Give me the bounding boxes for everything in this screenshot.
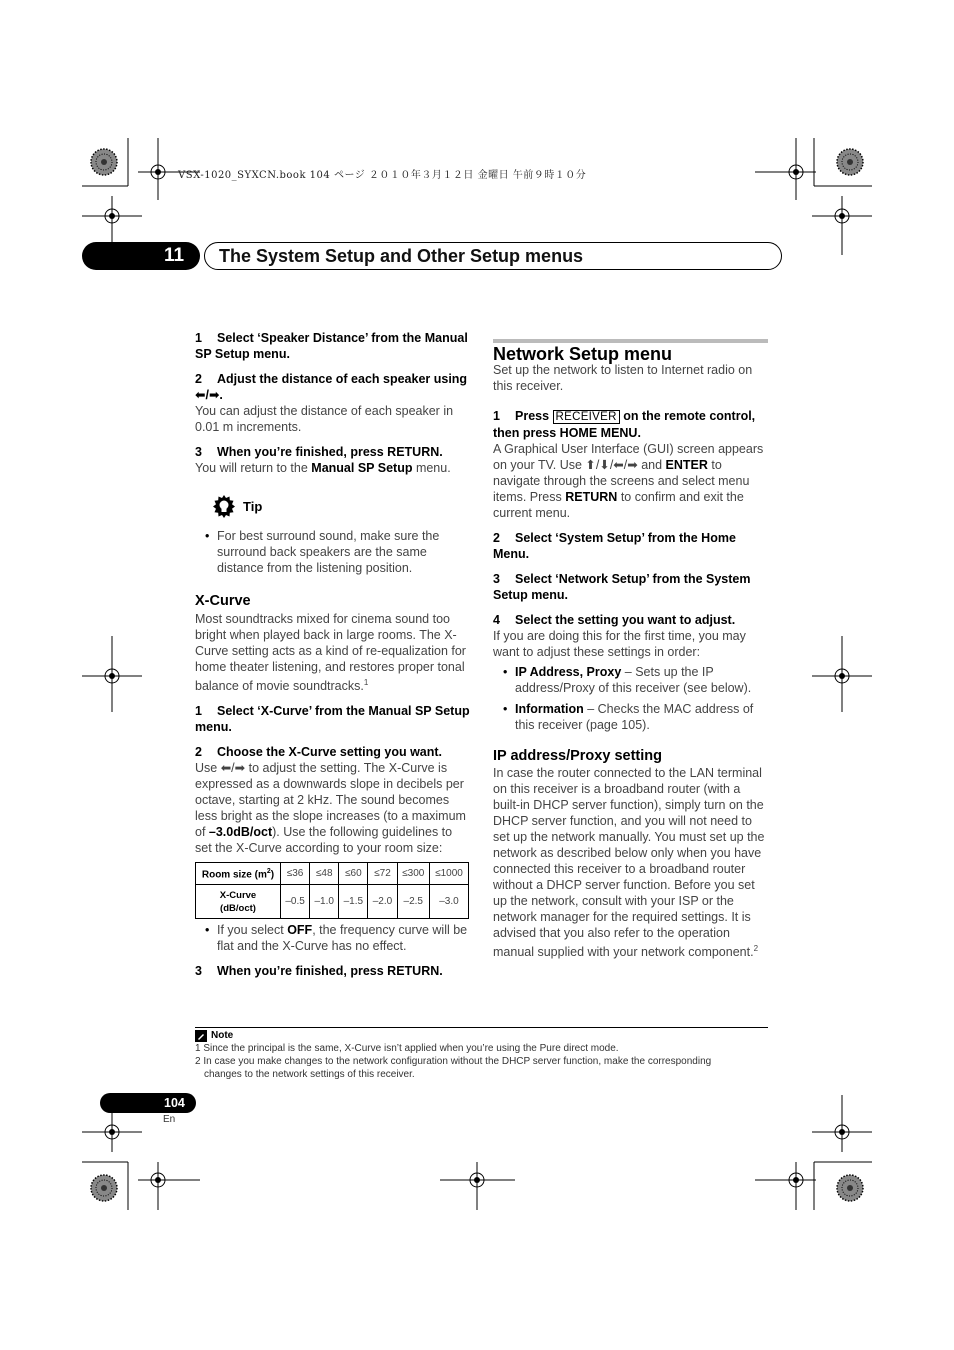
table-cell: –2.0 xyxy=(368,885,397,919)
table-cell: –0.5 xyxy=(281,885,310,919)
note-label-row xyxy=(195,1028,768,1042)
step-speaker-distance-2: 2 Adjust the distance of each speaker using ⬅/➡. xyxy=(195,372,468,402)
table-cell: –1.0 xyxy=(310,885,339,919)
table-cell: ≤60 xyxy=(339,863,368,885)
table-cell: ≤48 xyxy=(310,863,339,885)
ip-address-proxy-item: • IP Address, Proxy – Sets up the IP address/Proxy of this receiver (see below). xyxy=(493,664,768,696)
lightbulb-icon xyxy=(211,494,237,520)
ip-proxy-heading: IP address/Proxy setting xyxy=(493,748,662,764)
xcurve-heading: X-Curve xyxy=(195,593,251,609)
note-icon xyxy=(195,1030,207,1042)
chapter-title: The System Setup and Other Setup menus xyxy=(204,242,782,270)
step-xcurve-3: 3 When you’re finished, press RETURN. xyxy=(195,964,443,979)
right-column xyxy=(493,339,768,960)
step-xcurve-1: 1 Select ‘X-Curve’ from the Manual SP Setup menu. xyxy=(195,704,470,735)
xcurve-intro: Most soundtracks mixed for cinema sound too bright when played back in large rooms. The X-Curve setting acts as a kind of re-equalization for home theater listening, and restores proper tonal balance of movie soundtracks.$^1$ xyxy=(195,612,466,694)
footnote-2: 2 In case you make changes to the network configuration without the DHCP server function, make the corresponding xyxy=(195,1056,712,1067)
note-label: Note xyxy=(211,1030,234,1041)
step-2-description: You can adjust the distance of each speaker in 0.01 m increments. xyxy=(195,404,454,434)
tip-box xyxy=(195,498,471,522)
information-item: • Information – Checks the MAC address of this receiver (page 105). xyxy=(493,701,768,733)
footnote-1: 1 Since the principal is the same, X-Curve isn’t applied when you’re using the Pure direct mode. xyxy=(195,1043,619,1054)
xcurve-room-size-table xyxy=(195,862,469,919)
tip-text: • For best surround sound, make sure the surround back speakers are the same distance from the listening position. xyxy=(195,528,471,576)
step-speaker-distance-1: 1 Select ‘Speaker Distance’ from the Manual SP Setup menu. xyxy=(195,331,468,361)
page-number-badge: 104 xyxy=(100,1093,196,1113)
step-speaker-distance-3: 3 When you’re finished, press RETURN. xyxy=(195,445,443,459)
ip-proxy-description: In case the router connected to the LAN terminal on this receiver is a broadband router (with a built-in DHCP server function), simply turn on the DHCP server function, and you will not need to set up the network manually. You must set up the network as described below only when you have connected this receiver to a broadband router without a DHCP server function. Before you set up the network, consult with your ISP or the network manager for the required settings. It is advised that you also refer to the operation manual supplied with your network component.$^2$ xyxy=(493,766,765,960)
xcurve-step-2-description: Use ⬅/➡ to adjust the setting. The X-Curve is expressed as a downwards slope in decibels per octave, starting at 2 kHz. The sound becomes less bright as the slope increases (to a maximum of –3.0dB/oct). Use the following guidelines to set the X-Curve according to your room size: xyxy=(195,761,466,856)
table-header-cell: Room size $(m^2)$ xyxy=(196,863,281,885)
table-row xyxy=(196,885,469,919)
tip-label: Tip xyxy=(243,499,263,514)
step-xcurve-2: 2 Choose the X-Curve setting you want. xyxy=(195,745,443,760)
table-cell: ≤300 xyxy=(397,863,429,885)
table-cell: –3.0 xyxy=(429,885,468,919)
chapter-header xyxy=(82,242,768,270)
print-file-info: VSX-1020_SYXCN.book 104 ページ ２０１０年３月１２日 金曜日 午前９時１０分 xyxy=(178,170,587,181)
step-network-3: 3 Select ‘Network Setup’ from the System Setup menu. xyxy=(493,572,751,602)
table-header-cell: X-Curve (dB/oct) xyxy=(196,885,281,919)
step-network-2: 2 Select ‘System Setup’ from the Home Menu. xyxy=(493,531,736,561)
off-setting-note: • If you select OFF, the frequency curve will be flat and the X-Curve has no effect. xyxy=(195,922,471,954)
chapter-number-badge: 11 xyxy=(82,242,200,270)
table-cell: ≤1000 xyxy=(429,863,468,885)
network-setup-heading: Network Setup menu xyxy=(493,344,673,364)
section-rule xyxy=(493,339,768,343)
left-column xyxy=(195,330,471,979)
network-step-4-description: If you are doing this for the first time, you may want to adjust these settings in order: xyxy=(493,629,746,659)
step-network-1: 1 Press RECEIVER on the remote control, then press HOME MENU. xyxy=(493,409,756,440)
table-row xyxy=(196,863,469,885)
table-cell: –1.5 xyxy=(339,885,368,919)
table-cell: ≤72 xyxy=(368,863,397,885)
step-network-4: 4 Select the setting you want to adjust. xyxy=(493,613,736,627)
language-code: En xyxy=(163,1114,176,1125)
network-step-1-description: A Graphical User Interface (GUI) screen appears on your TV. Use ⬆/⬇/⬅/➡ and ENTER to navigate through the screens and select menu items. Press RETURN to confirm and exit the current menu. xyxy=(493,442,764,520)
table-cell: ≤36 xyxy=(281,863,310,885)
step-3-description: You will return to the Manual SP Setup menu. xyxy=(195,461,451,475)
footnotes xyxy=(195,1028,768,1081)
network-intro: Set up the network to listen to Internet radio on this receiver. xyxy=(493,363,753,393)
receiver-button-label: RECEIVER xyxy=(553,410,620,424)
footnote-2-continued: changes to the network settings of this receiver. xyxy=(204,1069,415,1080)
table-cell: –2.5 xyxy=(397,885,429,919)
